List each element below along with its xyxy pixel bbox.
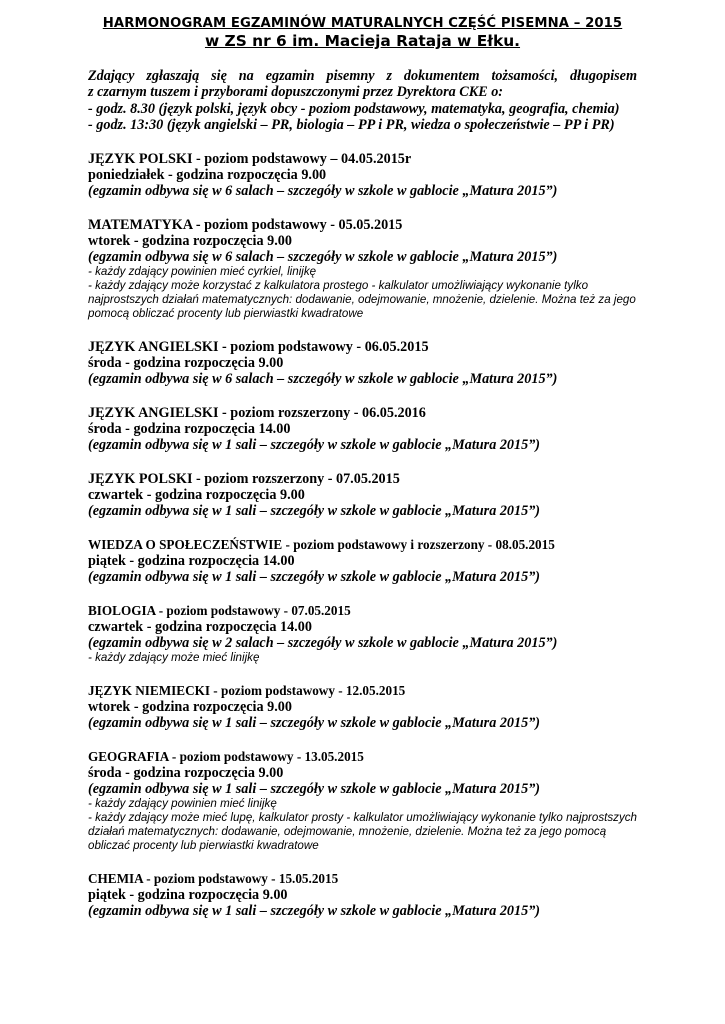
exam-room: (egzamin odbywa się w 1 sali – szczegóły w szkole w gablocie „Matura 2015”) [88,503,541,520]
exam-time: czwartek - godzina rozpoczęcia 9.00 [88,487,305,504]
exam-heading: BIOLOGIA - poziom podstawowy - 07.05.2015 [88,603,351,619]
exam-entry [88,471,637,519]
intro-line: Zdający zgłaszają się na egzamin pisemny z dokumentem tożsamości, długopisem [88,68,637,84]
intro-line: - godz. 8.30 (język polski, język obcy - poziom podstawowy, matematyka, geografia, chemia) [88,100,620,117]
exam-note: - każdy zdający powinien mieć cyrkiel, linijkę [88,265,317,279]
exam-note: - każdy zdający może mieć lupę, kalkulator prosty - kalkulator umożliwiający wykonanie tylko najprostszych działań matematycznych: dodawanie, odejmowanie, mnożenie, dzielenie. Można też za jego pomocą obliczać procenty lub pierwiastki kwadratowe [88,811,637,853]
exam-room: (egzamin odbywa się w 2 salach – szczegóły w szkole w gablocie „Matura 2015”) [88,635,558,652]
exam-note: - każdy zdający powinien mieć linijkę [88,797,277,811]
exam-heading: GEOGRAFIA - poziom podstawowy - 13.05.2015 [88,749,364,765]
exam-entry [88,603,637,665]
intro-line: z czarnym tuszem i przyborami dopuszczonymi przez Dyrektora CKE o: [88,84,504,101]
exam-time: środa - godzina rozpoczęcia 9.00 [88,355,284,372]
exam-entry [88,537,637,585]
exam-room: (egzamin odbywa się w 1 sali – szczegóły w szkole w gablocie „Matura 2015”) [88,437,541,454]
intro-line: - godz. 13:30 (język angielski – PR, biologia – PP i PR, wiedza o społeczeństwie – PP i PR) [88,116,615,133]
exam-time: piątek - godzina rozpoczęcia 14.00 [88,553,295,570]
exam-room: (egzamin odbywa się w 1 sali – szczegóły w szkole w gablocie „Matura 2015”) [88,781,541,798]
exam-entry [88,683,637,731]
exam-room: (egzamin odbywa się w 6 salach – szczegóły w szkole w gablocie „Matura 2015”) [88,371,558,388]
exam-time: wtorek - godzina rozpoczęcia 9.00 [88,233,292,250]
exam-heading: JĘZYK ANGIELSKI - poziom rozszerzony - 06.05.2016 [88,405,426,422]
exam-room: (egzamin odbywa się w 1 sali – szczegóły w szkole w gablocie „Matura 2015”) [88,715,541,732]
exam-heading: MATEMATYKA - poziom podstawowy - 05.05.2015 [88,217,403,234]
exam-entry [88,217,637,321]
exam-time: czwartek - godzina rozpoczęcia 14.00 [88,619,312,636]
intro-paragraph [88,68,637,133]
exam-time: środa - godzina rozpoczęcia 9.00 [88,765,284,782]
exam-heading: JĘZYK POLSKI - poziom podstawowy – 04.05.2015r [88,151,412,168]
exam-room: (egzamin odbywa się w 6 salach – szczegóły w szkole w gablocie „Matura 2015”) [88,249,558,266]
exam-room: (egzamin odbywa się w 1 sali – szczegóły w szkole w gablocie „Matura 2015”) [88,569,541,586]
exam-time: wtorek - godzina rozpoczęcia 9.00 [88,699,292,716]
exam-time: środa - godzina rozpoczęcia 14.00 [88,421,291,438]
exam-heading: JĘZYK ANGIELSKI - poziom podstawowy - 06.05.2015 [88,339,429,356]
exam-entry [88,405,637,453]
exam-room: (egzamin odbywa się w 6 salach – szczegóły w szkole w gablocie „Matura 2015”) [88,183,558,200]
exam-time: poniedziałek - godzina rozpoczęcia 9.00 [88,167,327,184]
exam-room: (egzamin odbywa się w 1 sali – szczegóły w szkole w gablocie „Matura 2015”) [88,903,541,920]
exam-entry [88,339,637,387]
exam-heading: JĘZYK NIEMIECKI - poziom podstawowy - 12.05.2015 [88,683,406,699]
exam-heading: JĘZYK POLSKI - poziom rozszerzony - 07.05.2015 [88,471,400,488]
document-subtitle: w ZS nr 6 im. Macieja Rataja w Ełku. [204,32,521,50]
exam-time: piątek - godzina rozpoczęcia 9.00 [88,887,288,904]
exam-heading: CHEMIA - poziom podstawowy - 15.05.2015 [88,871,339,887]
exam-entry [88,151,637,199]
exam-note: - każdy zdający może mieć linijkę [88,651,260,665]
exam-note: - każdy zdający może korzystać z kalkulatora prostego - kalkulator umożliwiający wykonanie tylko najprostszych działań matematycznych: dodawanie, odejmowanie, mnożenie, dzielenie. Można też za jego pomocą obliczać procenty lub pierwiastki kwadratowe [88,279,636,321]
exam-entry [88,749,637,853]
exam-entry [88,871,637,919]
exam-heading: WIEDZA O SPOŁECZEŃSTWIE - poziom podstawowy i rozszerzony - 08.05.2015 [88,537,555,553]
document-title: HARMONOGRAM EGZAMINÓW MATURALNYCH CZĘŚĆ PISEMNA – 2015 [102,16,623,31]
